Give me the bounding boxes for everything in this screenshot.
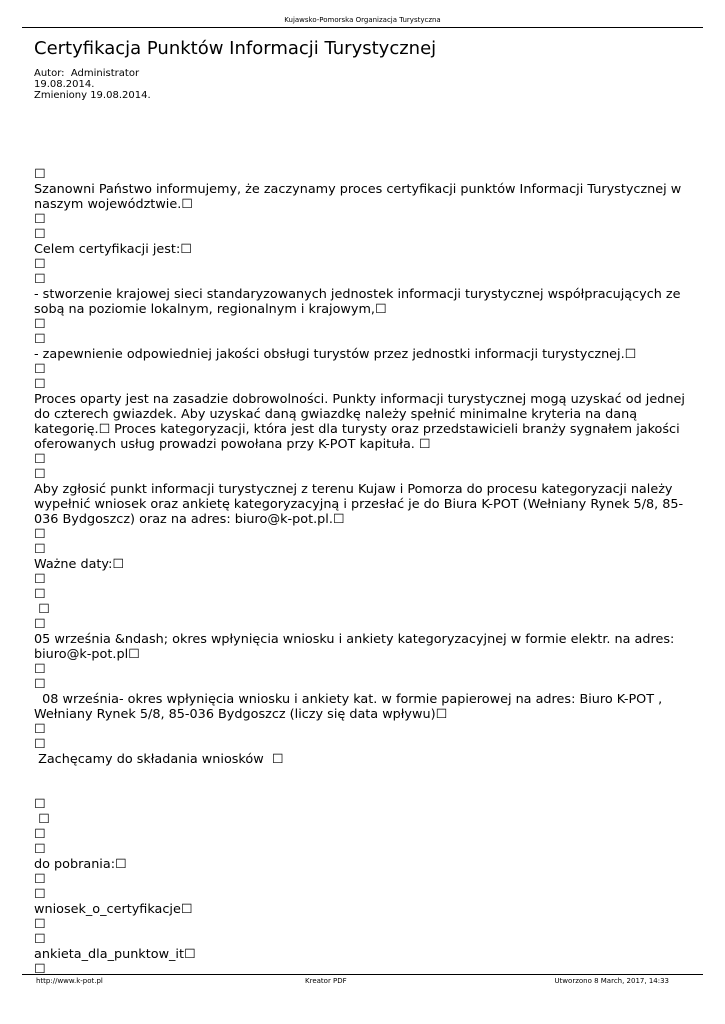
body-line: ☐: [34, 272, 46, 287]
footer-url-link[interactable]: http://www.k-pot.pl: [36, 977, 103, 985]
footer-created-date: Utworzono 8 March, 2017, 14:33: [554, 977, 669, 985]
body-line: ☐: [34, 872, 46, 887]
body-line: ☐: [34, 737, 46, 752]
header-divider: [22, 27, 703, 28]
body-line: ☐: [34, 212, 46, 227]
body-line: ☐: [34, 662, 46, 677]
body-line: ☐: [34, 377, 46, 392]
body-line: ☐: [34, 722, 46, 737]
article-body: [34, 152, 690, 977]
body-line: ☐: [34, 617, 46, 632]
site-name-header: Kujawsko-Pomorska Organizacja Turystyczna: [284, 16, 441, 24]
body-line: do pobrania:☐: [34, 857, 127, 872]
footer-divider: [22, 974, 703, 975]
body-line: ☐: [34, 362, 46, 377]
body-line: ☐: [34, 827, 46, 842]
body-line: ☐: [34, 602, 50, 617]
body-line: [34, 152, 690, 167]
body-line: ☐: [34, 917, 46, 932]
body-line: ☐: [34, 587, 46, 602]
modified-date: Zmieniony 19.08.2014.: [34, 90, 151, 101]
body-line: Zachęcamy do składania wniosków ☐: [34, 752, 284, 767]
body-line: ☐: [34, 797, 46, 812]
body-line: - zapewnienie odpowiedniej jakości obsługi turystów przez jednostki informacji turystycznej.☐: [34, 347, 637, 362]
body-line: Szanowni Państwo informujemy, że zaczynamy proces certyfikacji punktów Informacji Turystycznej w naszym województwie.☐: [34, 182, 686, 212]
body-line: - stworzenie krajowej sieci standaryzowanych jednostek informacji turystycznej współpracujących ze sobą na poziomie lokalnym, regionalnym i krajowym,☐: [34, 287, 685, 317]
footer-generator: Kreator PDF: [305, 977, 347, 985]
body-line: ☐: [34, 572, 46, 587]
author-line: Autor: Administrator: [34, 68, 140, 79]
created-date: 19.08.2014.: [34, 79, 95, 90]
body-line: Ważne daty:☐: [34, 557, 124, 572]
body-line: ☐: [34, 332, 46, 347]
body-line: ☐: [34, 677, 46, 692]
body-line: ☐: [34, 167, 46, 182]
page-title: Certyfikacja Punktów Informacji Turystycznej: [34, 38, 437, 59]
body-line: wniosek_o_certyfikacje☐: [34, 902, 193, 917]
body-line: ☐: [34, 542, 46, 557]
body-line: Aby zgłosić punkt informacji turystycznej z terenu Kujaw i Pomorza do procesu kategoryzacji należy wypełnić wniosek oraz ankietę kategoryzacyjną i przesłać je do Biura K-POT (Wełniany Rynek 5/8, 85-036 Bydgoszcz) oraz na adres: biuro@k-pot.pl.☐: [34, 482, 684, 527]
body-line: ☐: [34, 317, 46, 332]
body-line: ☐: [34, 812, 50, 827]
body-line: ☐: [34, 887, 46, 902]
body-line: 05 września &ndash; okres wpłynięcia wniosku i ankiety kategoryzacyjnej w formie elektr. na adres: biuro@k-pot.pl☐: [34, 632, 679, 662]
body-line: ☐: [34, 527, 46, 542]
body-line: Celem certyfikacji jest:☐: [34, 242, 192, 257]
body-line: ankieta_dla_punktow_it☐: [34, 947, 196, 962]
body-line: ☐: [34, 257, 46, 272]
body-line: 08 września- okres wpłynięcia wniosku i ankiety kat. w formie papierowej na adres: Biuro K-POT , Wełniany Rynek 5/8, 85-036 Bydgoszcz (liczy się data wpływu)☐: [34, 692, 667, 722]
body-line: ☐: [34, 467, 46, 482]
body-line: ☐: [34, 452, 46, 467]
body-line: ☐: [34, 227, 46, 242]
body-line: ☐: [34, 962, 46, 977]
article-meta: [34, 68, 151, 101]
body-line: [34, 782, 690, 797]
body-line: Proces oparty jest na zasadzie dobrowolności. Punkty informacji turystycznej mogą uzyskać od jednej do czterech gwiazdek. Aby uzyskać daną gwiazdkę należy spełnić minimalne kryteria na daną kategorię.☐ Proces kategoryzacji, która jest dla turysty oraz przedstawicieli branży sygnałem jakości oferowanych usług prowadzi powołana przy K-POT kapituła. ☐: [34, 392, 689, 452]
body-line: [34, 767, 690, 782]
body-line: ☐: [34, 842, 46, 857]
body-line: ☐: [34, 932, 46, 947]
